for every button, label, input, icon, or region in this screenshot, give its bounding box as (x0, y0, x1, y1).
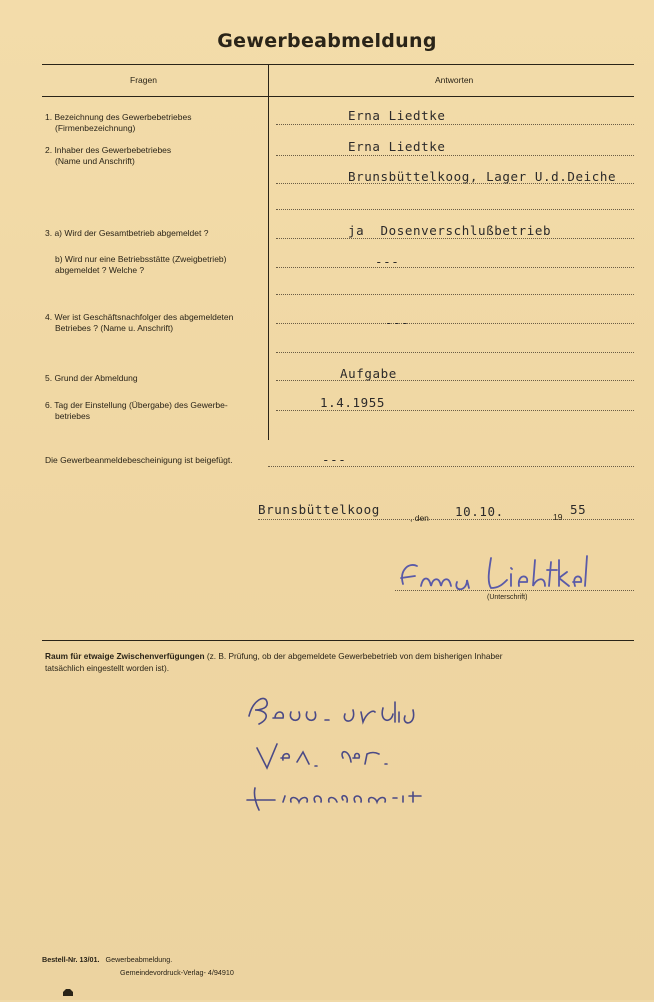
year-suffix: 55 (570, 502, 587, 517)
question-1-line-2: (Firmenbezeichnung) (55, 123, 136, 133)
question-1 (45, 112, 191, 134)
footer-order-number (42, 955, 172, 964)
answer-2-owner-name: Erna Liedtke (348, 139, 446, 154)
footer-form-name: Gewerbeabmeldung. (105, 955, 173, 964)
intermediate-notice (45, 651, 635, 662)
footer-publisher: Gemeindevordruck‑Verlag‑ 4/94910 (120, 968, 234, 977)
date-day-month: 10.10. (455, 504, 504, 519)
question-4-line-2: Betriebes ? (Name u. Anschrift) (55, 323, 174, 333)
question-5: 5. Grund der Abmeldung (45, 373, 138, 383)
handwritten-annotation (245, 688, 545, 822)
column-header-antworten: Antworten (435, 75, 474, 85)
question-3b-line-2: abgemeldet ? Welche ? (55, 265, 145, 275)
table-header-rule (42, 96, 634, 97)
footer-order-label: Bestell‑Nr. 13/01. (42, 955, 100, 964)
answer-line (276, 323, 634, 324)
den-label: , den (410, 513, 429, 523)
question-2-line-2: (Name und Anschrift) (55, 156, 135, 166)
answer-line (276, 380, 634, 381)
answer-5-reason: Aufgabe (340, 366, 397, 381)
question-6 (45, 400, 228, 422)
answer-line (276, 155, 634, 156)
place: Brunsbüttelkoog (258, 502, 380, 517)
answer-line (276, 294, 634, 295)
answer-3b-branch: --- (375, 254, 400, 269)
question-2 (45, 145, 171, 167)
column-header-fragen: Fragen (130, 75, 157, 85)
intermediate-text-2: tatsächlich eingestellt worden ist). (45, 663, 170, 673)
section-separator (42, 640, 634, 641)
question-4-line-1: 4. Wer ist Geschäftsnachfolger des abgemeldeten (45, 312, 234, 322)
question-3a: 3. a) Wird der Gesamtbetrieb abgemeldet ? (45, 228, 209, 238)
question-4 (45, 312, 233, 334)
intermediate-heading: Raum für etwaige Zwischenverfügungen (45, 651, 205, 661)
question-1-line-1: 1. Bezeichnung des Gewerbebetriebes (45, 112, 192, 122)
place-date-line (258, 519, 634, 520)
column-divider (268, 64, 269, 440)
answer-line (276, 124, 634, 125)
answer-1-company-name: Erna Liedtke (348, 108, 446, 123)
answer-line (276, 238, 634, 239)
question-2-line-1: 2. Inhaber des Gewerbebetriebes (45, 145, 172, 155)
answer-2-owner-address: Brunsbüttelkoog, Lager U.d.Deiche (348, 169, 617, 184)
signature-line (395, 590, 634, 591)
signature-label: (Unterschrift) (487, 594, 528, 601)
table-top-rule (42, 64, 634, 65)
answer-4-successor: --- (385, 315, 410, 330)
answer-line (276, 352, 634, 353)
answer-line (276, 267, 634, 268)
publisher-logo-icon (62, 984, 74, 993)
handwritten-notes-scribble (245, 688, 545, 818)
certificate-answer: --- (322, 452, 347, 467)
question-3b-line-1: b) Wird nur eine Betriebsstätte (Zweigbetrieb) (55, 254, 227, 264)
question-3b (55, 254, 227, 276)
question-6-line-1: 6. Tag der Einstellung (Übergabe) des Gewerbe‑ (45, 400, 228, 410)
certificate-label: Die Gewerbeanmeldebescheinigung ist beigefügt. (45, 455, 233, 465)
answer-line (276, 209, 634, 210)
year-prefix: 19 (553, 512, 563, 522)
answer-line (276, 410, 634, 411)
answer-6-closure-date: 1.4.1955 (320, 395, 386, 410)
question-6-line-2: betriebes (55, 411, 90, 421)
answer-3a-total-business: ja Dosenverschlußbetrieb (348, 223, 552, 238)
intermediate-text-1: (z. B. Prüfung, ob der abgemeldete Gewerbebetrieb von dem bisherigen Inhaber (204, 651, 503, 661)
form-title: Gewerbeabmeldung (217, 30, 437, 52)
